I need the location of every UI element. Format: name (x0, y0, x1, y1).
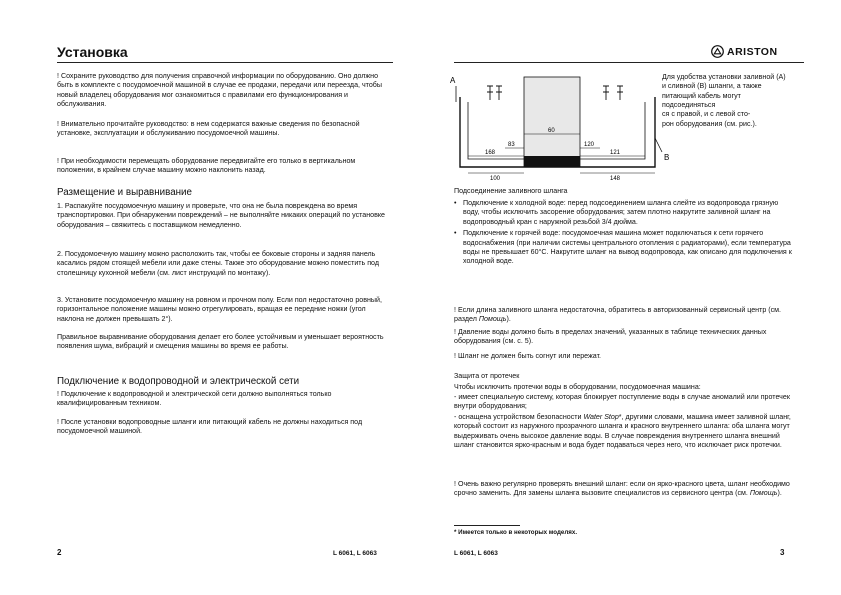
label-b: B (664, 153, 670, 162)
inlet-cold-water: • Подключение к холодной воде: перед подсоединением шланга слейте из водопровода грязную воду, чтобы исключить засорение оборудования; затем плотно накрутите заливной шланг на водопроводный кран с наружной резьбой 3/4 дюйма. (454, 199, 794, 227)
leak-protection-title: Защита от протечек (454, 372, 520, 380)
footnote: * Имеется только в некоторых моделях. (454, 529, 578, 536)
model-number: L 6061, L 6063 (454, 550, 498, 557)
warning-move-upright: ! При необходимости перемещать оборудование передвигайте его только в вертикальном положении, в крайнем случае машину можно наклонить назад. (57, 157, 356, 175)
leak-protection-intro: Чтобы исключить протечки воды в оборудовании, посудомоечная машина: (454, 383, 701, 391)
dim-100: 100 (490, 176, 501, 182)
right-page (420, 0, 841, 595)
diagram-caption-2: ся с правой, и с левой сто- (662, 110, 751, 118)
leak-check-note: ! Очень важно регулярно проверять внешний шланг: если он ярко-красного цвета, шланг необходимо срочно заменить. Для замены шланга вызовите специалистов из сервисного центра (см. Помощь). (454, 480, 790, 498)
hose-kink-note: ! Шланг не должен быть согнут или пережат. (454, 352, 602, 360)
page-title: Установка (57, 44, 128, 60)
section-title-connection: Подключение к водопроводной и электрической сети (57, 376, 300, 387)
placement-step-3: 3. Установите посудомоечную машину на ровном и прочном полу. Если пол недостаточно ровный, горизонтальное положение машины можно отрегулировать, вращая ее передние ножки (угол наклона не должен превышать 2°). (57, 296, 382, 323)
section-title-placement: Размещение и выравнивание (57, 187, 192, 198)
brand-name: ARISTON (727, 45, 778, 58)
page-number: 3 (780, 548, 785, 557)
placement-step-2: 2. Посудомоечную машину можно расположить так, чтобы ее боковые стороны и задняя панель касались рядом стоящей мебели или даже стены. Также это оборудование можно поместить под столешницу кухонной мебели (см. лист инструкций по монтажу). (57, 250, 379, 277)
connection-note-hoses: ! После установки водопроводные шланги или питающий кабель не должны находиться под посудомоечной машиной. (57, 418, 363, 436)
inlet-hose-list (454, 199, 794, 267)
model-number: L 6061, L 6063 (333, 550, 377, 557)
hose-length-note: ! Если длина заливного шланга недостаточна, обратитесь в авторизованный сервисный центр (см. раздел Помощь). (454, 306, 782, 324)
connection-note-technician: ! Подключение к водопроводной и электрической сети должно выполняться только квалифицированным техником. (57, 390, 332, 408)
ariston-house-icon (711, 45, 724, 58)
diagram-caption-3: рон оборудования (см. рис.). (662, 120, 757, 128)
dim-120: 120 (584, 142, 595, 148)
dim-60: 60 (548, 128, 555, 134)
left-page (0, 0, 420, 595)
dim-148: 148 (610, 176, 621, 182)
title-rule (57, 62, 393, 63)
inlet-hot-water: • Подключение к горячей воде: посудомоечная машина может подключаться к сети горячего водоснабжения (при наличии системы центрального отопления с радиаторами), если температура воды не превышает 60°C. Накрутите шланг на вывод водопровода, как описано для подключения к холодной воде. (454, 229, 794, 267)
dim-83: 83 (508, 142, 515, 148)
dim-121: 121 (610, 150, 621, 156)
footnote-rule (454, 525, 520, 526)
placement-step-1: 1. Распакуйте посудомоечную машину и проверьте, что она не была повреждена во время транспортировки. При обнаружении повреждений – не выполняйте никаких операций по установке оборудования – свяжитесь с поставщиком немедленно. (57, 202, 385, 229)
page-number: 2 (57, 548, 62, 557)
inlet-hose-title: Подсоединение заливного шланга (454, 187, 568, 195)
water-pressure-note: ! Давление воды должно быть в пределах значений, указанных в таблице технических данных оборудования (см. с. 5). (454, 328, 767, 346)
diagram-caption-1: Для удобства установки заливной (A) и сливной (B) шланги, а также питающий кабель могут подсоединяться (662, 73, 786, 110)
title-rule (454, 62, 804, 63)
intro-paragraph: ! Сохраните руководство для получения справочной информации по оборудованию. Оно должно быть в комплекте с посудомоечной машиной в случае ее продажи, передачи или переезда, чтобы новый владелец оборудования мог ознакомиться с правилами его функционирования и обслуживания. (57, 72, 382, 109)
dim-168: 168 (485, 150, 496, 156)
leak-protection-item-2: - оснащена устройством безопасности Water Stop*, другими словами, машина имеет заливной шланг, который состоит из наружного прозрачного шланга и красного внутреннего шланга: оба шланга могут выдерживать очень высокое давление воды. В случае повреждения внутреннего шланга внешний шланг становится ярко-красным и вода будет подаваться через него, что исключает риск протечки. (454, 413, 791, 450)
leak-protection-item-1: - имеет специальную систему, которая блокирует поступление воды в случае аномалий или протечек внутри оборудования; (454, 393, 790, 411)
label-a: A (450, 76, 456, 85)
brand-logo (711, 45, 778, 58)
installation-diagram (450, 72, 680, 182)
leveling-note: Правильное выравнивание оборудования делает его более устойчивым и уменьшает вероятность появления шума, вибраций и смещения машины во время ее работы. (57, 333, 384, 351)
warning-read-manual: ! Внимательно прочитайте руководство: в нем содержатся важные сведения по безопасной установке, эксплуатации и обслуживанию посудомоечной машины. (57, 120, 360, 138)
